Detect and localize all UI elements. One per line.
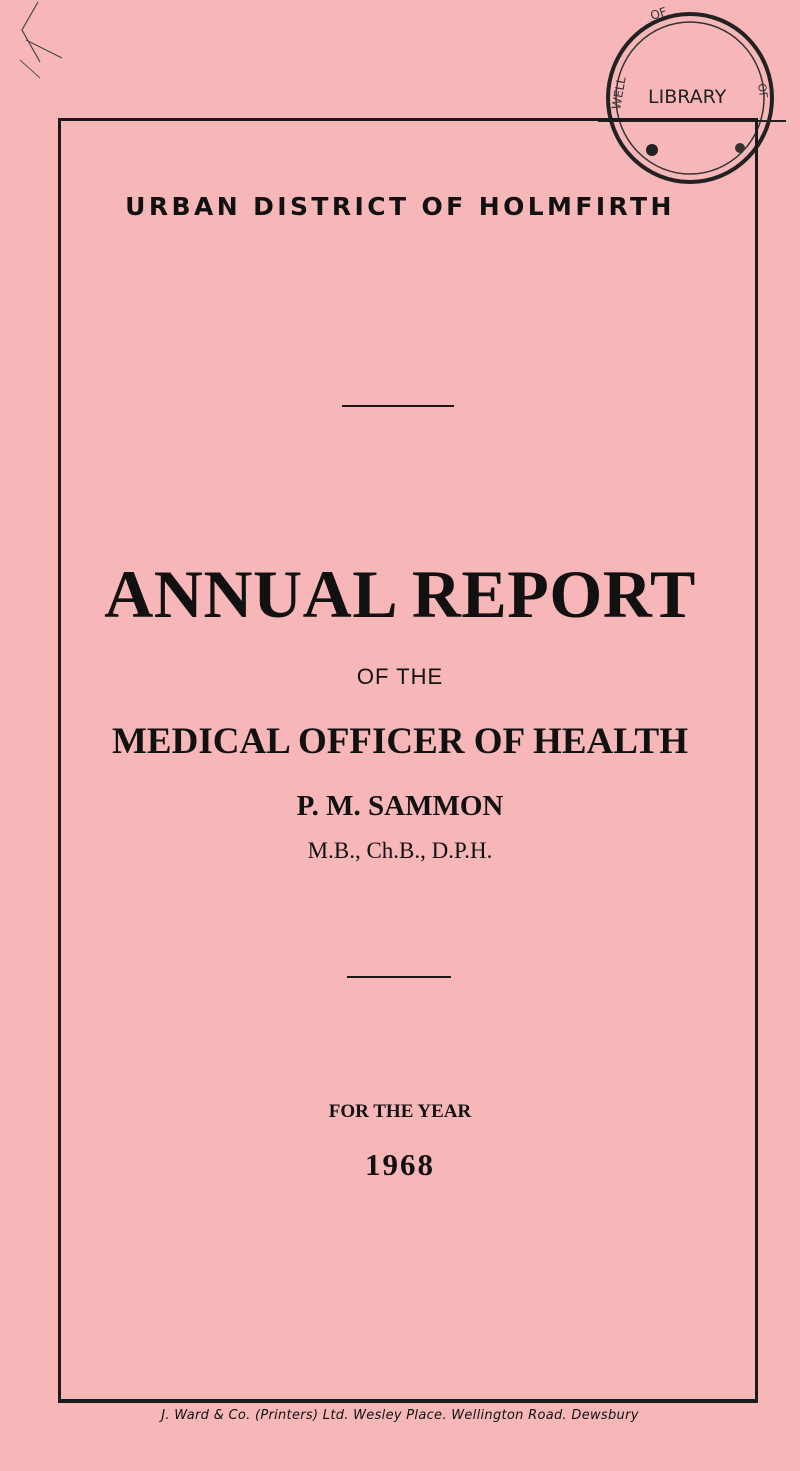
pencil-corner-mark	[0, 0, 90, 100]
svg-text:WELL: WELL	[609, 75, 629, 111]
svg-text:OF: OF	[648, 4, 669, 23]
printer-imprint: J. Ward & Co. (Printers) Ltd. Wesley Place. Wellington Road. Dewsbury	[161, 1408, 639, 1423]
for-the-year-text: FOR THE YEAR	[328, 1101, 472, 1122]
officer-title: MEDICAL OFFICER OF HEALTH	[112, 721, 688, 762]
of-the-text: OF THE	[356, 664, 444, 689]
author-qualifications: M.B., Ch.B., D.P.H.	[307, 838, 493, 863]
svg-text:OF: OF	[755, 82, 770, 100]
author-name: P. M. SAMMON	[296, 790, 504, 822]
divider-bottom	[347, 976, 451, 978]
report-year: 1968	[365, 1147, 435, 1182]
district-heading: URBAN DISTRICT OF HOLMFIRTH	[125, 192, 675, 221]
report-title: ANNUAL REPORT	[104, 556, 696, 632]
stamp-label: LIBRARY	[648, 86, 727, 108]
divider-top	[342, 405, 454, 407]
